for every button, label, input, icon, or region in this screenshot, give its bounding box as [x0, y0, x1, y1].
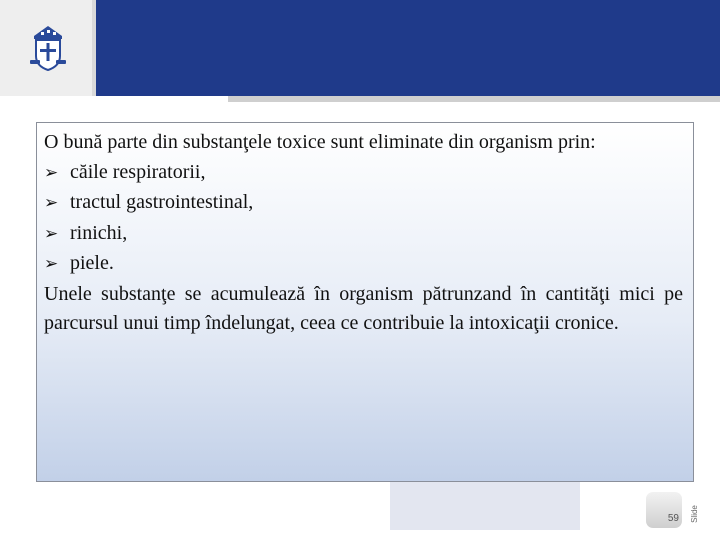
list-item: [44, 249, 683, 280]
list-item: [44, 158, 683, 189]
arrowhead-bullet-icon: ➢: [44, 162, 59, 183]
slide-number-badge: [646, 492, 682, 528]
arrowhead-bullet-icon: ➢: [44, 254, 59, 274]
slide-number: 59: [667, 513, 679, 524]
arrowhead-bullet-icon: ➢: [44, 193, 59, 213]
arrowhead-bullet-icon: ➢: [44, 223, 59, 244]
header-shadow: [228, 96, 720, 102]
logo-panel: [0, 0, 96, 96]
list-item-text: rinichi,: [70, 221, 128, 244]
list-item-text: piele.: [70, 252, 114, 274]
list-item-text: căile respiratorii,: [70, 160, 206, 183]
header-bar: [96, 0, 720, 96]
content-box: [36, 122, 694, 482]
intro-paragraph: O bună parte din substanţele toxice sunt eliminate din organism prin:: [44, 131, 596, 153]
list-item: [44, 188, 683, 219]
closing-paragraph: Unele substanţe se acumulează în organism pătrunzand în cantităţi mici pe parcursul unui timp îndelungat, ceea ce contribuie la intoxicaţii cronice.: [44, 282, 683, 334]
list-item-text: tractul gastrointestinal,: [70, 191, 254, 213]
university-crest-icon: [28, 22, 68, 72]
slide-label: Slide: [690, 505, 699, 523]
list-item: [44, 219, 683, 250]
